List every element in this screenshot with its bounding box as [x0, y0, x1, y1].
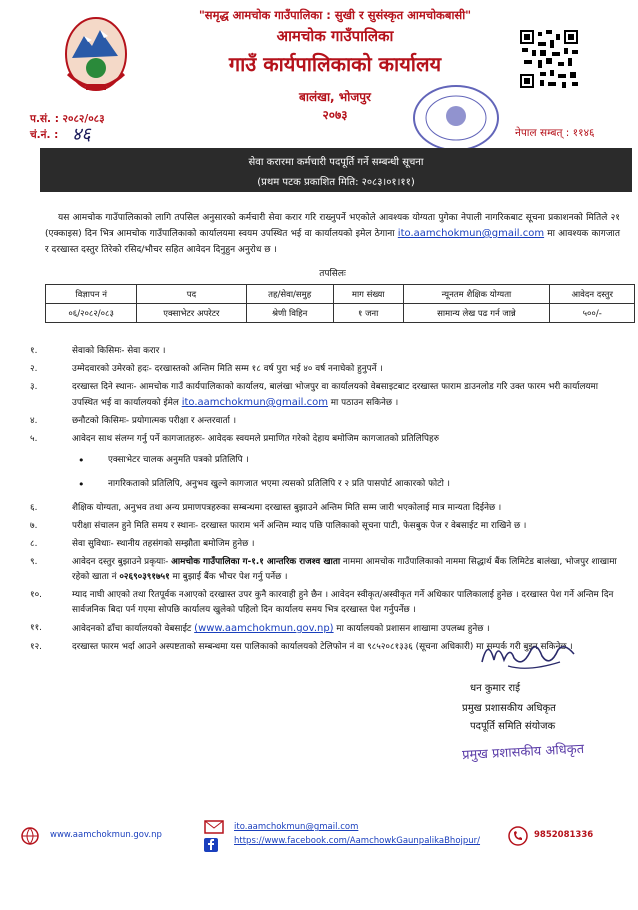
- official-stamp: प्रमुख प्रशासकीय अधिकृत: [461, 741, 585, 764]
- globe-icon: [20, 826, 40, 846]
- footer-email[interactable]: ito.aamchokmun@gmail.com: [234, 822, 359, 832]
- dispatch-label: चं.नं. :: [30, 129, 59, 141]
- table-cell: ०६/२०८२/०८३: [46, 304, 137, 323]
- facebook-icon: [204, 838, 218, 852]
- header-slogan: "समृद्ध आमचोक गाउँपालिका : सुखी र सुसंस्कृत आमचोकबासी": [198, 8, 472, 22]
- table-header-row: [46, 285, 635, 304]
- list-item: १२. दरखास्त फारम भर्दा आउने अस्पष्टताको सम्बन्धमा यस पालिकाको कार्यालयको टेलिफोन नं वा ९८५२०८१३३६ (सूचना अधिकारी) मा सम्पर्क गरी बुझ्न सकिनेछ ।: [30, 642, 573, 652]
- footer-facebook[interactable]: https://www.facebook.com/AamchowkGaunpalikaBhojpur/: [234, 836, 481, 846]
- list-item: ७. परीक्षा संचालन हुने मिति समय र स्थानः- दरखास्त फाराम भर्ने अन्तिम म्याद पछि पालिकाको सूचना पाटी, फेसबुक पेज र वेबसाईट मा राखिने छ ।: [30, 521, 527, 531]
- details-label: तपसिलः: [319, 269, 346, 279]
- signature-mark: [478, 632, 578, 676]
- government-emblem: [62, 14, 130, 100]
- footer: [20, 820, 620, 860]
- table-row: [46, 304, 635, 323]
- list-item: ६. शैक्षिक योग्यता, अनुभव तथा अन्य प्रमाणपत्रहरुका सम्बन्धमा दरखास्त बुझाउने अन्तिम मिति सम्म जारी भएकोलाई मात्र मान्यता दिईनेछ ।: [30, 503, 502, 513]
- intro-paragraph: [45, 210, 620, 258]
- intro-email-link[interactable]: ito.aamchokmun@gmail.com: [397, 228, 545, 239]
- list-item: ५. आवेदन साथ संलग्न गर्नु पर्ने कागजातहरुः- आवेदक स्वयमले प्रमाणित गरेको देहाय बमोजिम कागजातको प्रतिलिपिहरु: [30, 434, 439, 444]
- phone-icon: [508, 826, 528, 846]
- list-item: १०. म्याद नाघी आएको तथा रितपूर्वक नआएको दरखास्त उपर कुनै कारवाही हुने छैन । आवेदन स्वीकृत/अस्वीकृत गर्ने अधिकार पालिकालाई हुनेछ । दरखास्त पेश गर्ने अन्तिम दिन सार्वजनिक बिदा पर्न गएमा सोपछि कार्यालय खुलेको पहिलो दिन कार्यालय समय भित्र दरखास्त पेश गर्नुपर्नेछ ।: [30, 590, 614, 615]
- list-item: ४. छनौटको किसिमः- प्रयोगात्मक परीक्षा र अन्तरवार्ता ।: [30, 416, 237, 426]
- table-header: न्यूनतम शैक्षिक योग्यता: [403, 285, 550, 304]
- table-header: आवेदन दस्तुर: [550, 285, 635, 304]
- dispatch-number: ४६: [72, 124, 91, 145]
- qr-code: [520, 30, 578, 88]
- table-header: विज्ञापन नं: [46, 285, 137, 304]
- footer-website[interactable]: www.aamchokmun.gov.np: [50, 830, 162, 840]
- conditions-list: [30, 344, 625, 658]
- notice-banner: [40, 148, 632, 192]
- vacancy-table: [45, 284, 635, 323]
- signatory-title: प्रमुख प्रशासकीय अधिकृत: [462, 703, 556, 714]
- address: बालंखा, भोजपुर: [299, 90, 371, 104]
- item-email-link[interactable]: ito.aamchokmun@gmail.com: [181, 397, 328, 408]
- notice-title: सेवा करारमा कर्मचारी पदपूर्ति गर्ने सम्बन्धी सूचना: [248, 157, 424, 168]
- reference-number: प.सं. : २०८२/०८३: [30, 113, 105, 125]
- list-item: १. सेवाको किसिमः- सेवा करार ।: [30, 346, 166, 356]
- list-item: ८. सेवा सुविधाः- स्थानीय तहसंगको सम्झौता बमोजिम हुनेछ ।: [30, 539, 255, 549]
- sub-list-item: • एक्साभेटर चालक अनुमति पत्रको प्रतिलिपि ।: [78, 454, 249, 467]
- org-name: आमचोक गाउँपालिका: [276, 27, 394, 45]
- office-name: गाउँ कार्यपालिकाको कार्यालय: [228, 52, 442, 76]
- table-header: माग संख्या: [333, 285, 403, 304]
- table-cell: १ जना: [333, 304, 403, 323]
- website-link[interactable]: (www.aamchokmun.gov.np): [194, 623, 334, 634]
- signatory-role: पदपूर्ति समिति संयोजक: [470, 721, 556, 732]
- notice-subtitle: (प्रथम पटक प्रकाशित मिति: २०८३।०१।११): [257, 177, 415, 188]
- table-cell: सामान्य लेख पढ गर्न जान्ने: [403, 304, 550, 323]
- footer-phone[interactable]: 9852081336: [534, 830, 594, 840]
- intro-text-2: मा आवश्यक कागजात र दरखास्त दस्तुर तिरेको रसिद/भौचर सहित आवेदन दिनुहुन अनुरोध छ ।: [45, 229, 620, 255]
- list-item: ११. आवेदनको ढाँचा कार्यालयको वेबसाईट (www.aamchokmun.gov.np) मा कार्यालयको प्रशासन शाखामा उपलब्ध हुनेछ ।: [30, 623, 490, 634]
- table-cell: ५००/-: [550, 304, 635, 323]
- table-cell: श्रेणी विहिन: [246, 304, 333, 323]
- table-header: पद: [137, 285, 246, 304]
- intro-text-1: यस आमचोक गाउँपालिकाको लागि तपसिल अनुसारको कर्मचारी सेवा करार गरि राख्नुपर्ने भएकोले आवश्यक योग्यता पुगेका नेपाली नागरिकबाट सूचना प्रकाशनको मितिले २१ (एक्काइस) दिन भित्र आमचोक गाउँपालिकाको कार्यालयमा स्वयम उपस्थित भई वा कार्यालयको इमेल ठेगाना: [45, 213, 620, 239]
- office-seal-stamp: [410, 82, 502, 154]
- list-item: ३. दरखास्त दिने स्थानः- आमचोक गाउँ कार्यपालिकाको कार्यालय, बालंखा भोजपुर वा कार्यालयको वेबसाइटबाट दरखास्त फाराम डाउनलोड गरि उक्त फारम भरी कार्यालयमा उपस्थित भई वा कार्यालयको ईमेल ito.aamchokmun@gmail.com मा पठाउन सकिनेछ ।: [30, 382, 599, 408]
- list-item: ९. आवेदन दस्तुर बुझाउने प्रकृयाः- आमचोक गाउँपालिका ग-१.१ आन्तरिक राजश्व खाता नाममा आमचोक गाउँपालिकाको नाममा सिद्धार्थ बैंक लिमिटेड बालंखा, भोजपुर शाखामा रहेको खाता नं ०२६९०३९१७५१ मा बुझाई बैंक भौचर पेश गर्नु पर्नेछ ।: [30, 557, 617, 582]
- list-item: २. उम्मेदवारको उमेरको हदः- दरखास्तको अन्तिम मिति सम्म १८ वर्ष पुरा भई ४० वर्ष ननाघेको हुनुपर्ने ।: [30, 364, 383, 374]
- table-header: तह/सेवा/समुह: [246, 285, 333, 304]
- nepal-samvat: नेपाल सम्बत् : ११४६: [515, 127, 595, 139]
- sub-list-item: • नागरिकताको प्रतिलिपि, अनुभव खुल्ने कागजात भएमा त्यसको प्रतिलिपि र २ प्रति पासपोर्ट आकारको फोटो ।: [78, 478, 450, 491]
- table-cell: एक्साभेटर अपरेटर: [137, 304, 246, 323]
- mail-icon: [204, 820, 224, 834]
- established-year: २०७३: [322, 108, 348, 122]
- signatory-name: धन कुमार राई: [470, 683, 520, 694]
